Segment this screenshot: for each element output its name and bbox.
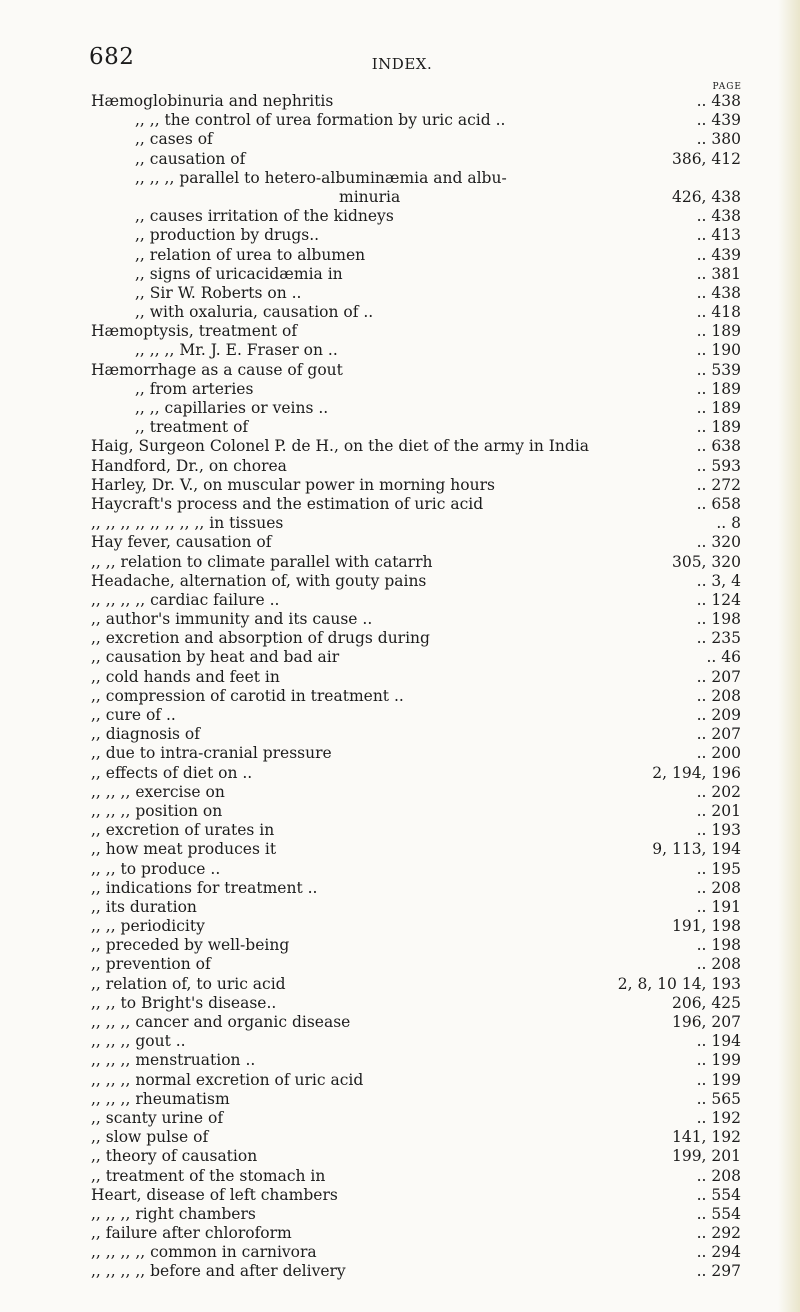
entry-text: ,, author's immunity and its cause .. [91, 610, 373, 629]
index-entry [91, 1205, 751, 1224]
entry-pages: 9, 113, 194 [652, 840, 741, 859]
entry-text: ,, ,, ,, position on [91, 801, 223, 820]
entry-pages: 199, 201 [671, 1147, 741, 1166]
index-entry [91, 92, 751, 111]
index-entry [91, 1167, 751, 1186]
entry-pages: .. 593 [696, 456, 741, 475]
index-entry [91, 553, 751, 572]
index-entry [91, 879, 751, 898]
index-entry [91, 322, 751, 341]
index-entry [91, 1013, 751, 1032]
entry-text: ,, ,, ,, ,, ,, ,, ,, ,, in tissues [91, 514, 284, 533]
entry-pages: .. 439 [696, 111, 741, 130]
index-entry [91, 169, 751, 188]
index-entry [91, 1186, 751, 1205]
entry-pages: .. 413 [696, 226, 741, 245]
entry-pages: .. 190 [696, 341, 741, 360]
index-entry [91, 629, 751, 648]
entry-text: ,, ,, ,, right chambers [91, 1204, 256, 1223]
index-entry [91, 668, 751, 687]
entry-text: ,, ,, ,, menstruation .. [91, 1051, 256, 1070]
index-entry [91, 994, 751, 1013]
index-entry [91, 687, 751, 706]
index-entry [91, 246, 751, 265]
entry-pages: .. 200 [696, 744, 741, 763]
entry-text: ,, ,, ,, ,, before and after delivery [91, 1262, 346, 1281]
entry-text: ,, ,, ,, ,, cardiac failure .. [91, 590, 280, 609]
entry-text: minuria [339, 187, 401, 206]
index-entry [91, 1262, 751, 1281]
entry-pages: .. 199 [696, 1051, 741, 1070]
entry-text: ,, cure of .. [91, 706, 176, 724]
entry-pages: .. 381 [696, 264, 741, 283]
entry-text: Hæmoptysis, treatment of [91, 322, 298, 341]
index-entry [91, 764, 751, 783]
index-entry [91, 591, 751, 610]
entry-text: ,, failure after chloroform [91, 1224, 292, 1243]
entry-pages: .. 189 [696, 399, 741, 417]
entry-pages: .. 208 [696, 955, 741, 974]
entry-text: ,, prevention of [91, 955, 211, 974]
entry-text: ,, compression of carotid in treatment .. [91, 686, 404, 705]
index-entry [91, 457, 751, 476]
entry-pages: .. 658 [696, 494, 741, 513]
entry-pages: 426, 438 [671, 187, 741, 206]
index-entry [91, 1109, 751, 1128]
entry-pages: .. 189 [696, 418, 741, 437]
entry-pages: .. 638 [696, 437, 741, 456]
index-entry [91, 744, 751, 763]
entry-text: ,, how meat produces it [91, 840, 277, 859]
entry-pages: .. 208 [696, 878, 741, 897]
entry-text: ,, its duration [91, 897, 197, 916]
index-entry [91, 802, 751, 821]
entry-text: ,, diagnosis of [91, 725, 200, 744]
index-entry [91, 303, 751, 322]
entry-text: ,, cold hands and feet in [91, 667, 280, 686]
index-entry [91, 1147, 751, 1166]
entry-text: ,, ,, ,, normal excretion of uric acid [91, 1070, 364, 1089]
entry-pages: 206, 425 [671, 993, 741, 1012]
entry-text: ,, ,, ,, parallel to hetero-albuminæmia and albu- [135, 168, 507, 187]
entry-text: ,, ,, ,, exercise on [91, 782, 225, 801]
entry-pages: .. 539 [696, 360, 741, 379]
index-entry [91, 821, 751, 840]
entry-text: ,, cases of [135, 130, 213, 149]
index-entry [91, 1051, 751, 1070]
entry-text: ,, preceded by well-being [91, 936, 290, 955]
entry-text: ,, excretion of urates in [91, 821, 275, 840]
entry-text: Hay fever, causation of [91, 533, 272, 552]
entry-pages: .. 439 [696, 245, 741, 264]
entry-pages: .. 198 [696, 936, 741, 955]
entry-text: Hæmoglobinuria and nephritis [91, 92, 334, 110]
entry-text: Headache, alternation of, with gouty pains [91, 571, 427, 590]
entry-text: ,, treatment of [135, 418, 249, 437]
index-entry [91, 936, 751, 955]
index-entry [91, 975, 751, 994]
index-entry [91, 207, 751, 226]
entry-text: ,, theory of causation [91, 1147, 258, 1166]
entry-pages: .. 46 [706, 648, 741, 667]
index-entry [91, 955, 751, 974]
entry-pages: .. 438 [696, 283, 741, 302]
entry-text: Handford, Dr., on chorea [91, 456, 287, 475]
index-entry [91, 1243, 751, 1262]
entry-pages: 386, 412 [671, 149, 741, 168]
entry-pages: .. 554 [696, 1204, 741, 1223]
entry-pages: .. 189 [696, 379, 741, 398]
entry-text: ,, with oxaluria, causation of .. [135, 303, 374, 322]
entry-pages: .. 438 [696, 207, 741, 226]
index-entry [91, 361, 751, 380]
page-number: 682 [89, 44, 135, 70]
entry-text: ,, causes irritation of the kidneys [135, 207, 394, 226]
page-edge-shadow [778, 0, 800, 1312]
index-entry [91, 265, 751, 284]
entry-text: ,, causation by heat and bad air [91, 648, 340, 667]
index-entries [91, 92, 751, 1282]
index-entry [91, 514, 751, 533]
index-entry [91, 226, 751, 245]
entry-text: ,, relation of urea to albumen [135, 245, 366, 264]
entry-pages: .. 292 [696, 1224, 741, 1243]
index-entry [91, 840, 751, 859]
entry-text: ,, ,, relation to climate parallel with catarrh [91, 552, 433, 571]
entry-pages: .. 380 [696, 130, 741, 149]
entry-text: ,, due to intra-cranial pressure [91, 744, 332, 763]
entry-pages: 196, 207 [671, 1013, 741, 1031]
entry-pages: .. 189 [696, 322, 741, 341]
index-entry [91, 648, 751, 667]
entry-text: ,, excretion and absorption of drugs during [91, 629, 430, 648]
entry-text: ,, ,, capillaries or veins .. [135, 399, 329, 417]
entry-text: ,, effects of diet on .. [91, 763, 253, 782]
entry-text: Hæmorrhage as a cause of gout [91, 360, 343, 379]
index-entry [91, 725, 751, 744]
entry-pages: 305, 320 [671, 552, 741, 571]
entry-pages: .. 3, 4 [696, 571, 741, 590]
entry-text: ,, Sir W. Roberts on .. [135, 283, 302, 302]
entry-text: ,, ,, to Bright's disease.. [91, 993, 277, 1012]
entry-text: Heart, disease of left chambers [91, 1185, 338, 1204]
entry-text: ,, from arteries [135, 379, 254, 398]
entry-text: ,, ,, ,, Mr. J. E. Fraser on .. [135, 341, 338, 360]
index-entry [91, 1090, 751, 1109]
entry-text: ,, ,, ,, rheumatism [91, 1089, 230, 1108]
index-entry [91, 476, 751, 495]
entry-pages: .. 438 [696, 92, 741, 110]
index-entry [91, 1128, 751, 1147]
entry-pages: .. 195 [696, 859, 741, 878]
index-entry [91, 1224, 751, 1243]
entry-text: ,, slow pulse of [91, 1128, 209, 1147]
entry-pages: .. 193 [696, 821, 741, 840]
index-entry [91, 341, 751, 360]
entry-text: Haig, Surgeon Colonel P. de H., on the diet of the army in India [91, 437, 590, 456]
entry-pages: 2, 8, 10 14, 193 [617, 974, 741, 993]
entry-pages: .. 207 [696, 725, 741, 744]
index-entry [91, 1071, 751, 1090]
index-entry [91, 111, 751, 130]
entry-pages: .. 297 [696, 1262, 741, 1281]
entry-pages: .. 208 [696, 1166, 741, 1185]
index-entry [91, 399, 751, 418]
entry-pages: .. 8 [716, 514, 741, 533]
entry-text: ,, ,, ,, gout .. [91, 1032, 186, 1051]
entry-text: ,, ,, ,, ,, common in carnivora [91, 1243, 317, 1262]
entry-text: ,, ,, the control of urea formation by uric acid .. [135, 111, 506, 130]
index-entry [91, 495, 751, 514]
entry-pages: .. 201 [696, 801, 741, 820]
entry-pages: 2, 194, 196 [652, 763, 741, 782]
entry-pages: .. 565 [696, 1089, 741, 1108]
index-entry [91, 150, 751, 169]
entry-text: ,, signs of uricacidæmia in [135, 264, 343, 283]
entry-text: ,, production by drugs.. [135, 226, 320, 245]
index-entry [91, 572, 751, 591]
entry-pages: .. 208 [696, 686, 741, 705]
index-entry [91, 783, 751, 802]
index-entry [91, 610, 751, 629]
entry-pages: 191, 198 [671, 917, 741, 936]
entry-pages: .. 320 [696, 533, 741, 552]
index-entry [91, 284, 751, 303]
entry-text: ,, ,, periodicity [91, 917, 205, 936]
index-entry [91, 380, 751, 399]
entry-text: ,, scanty urine of [91, 1108, 224, 1127]
entry-text: ,, treatment of the stomach in [91, 1166, 326, 1185]
entry-pages: .. 207 [696, 667, 741, 686]
index-entry [91, 917, 751, 936]
index-entry [91, 860, 751, 879]
entry-text: Harley, Dr. V., on muscular power in morning hours [91, 475, 495, 494]
entry-text: Haycraft's process and the estimation of uric acid [91, 494, 484, 513]
entry-pages: .. 194 [696, 1032, 741, 1051]
entry-pages: .. 192 [696, 1108, 741, 1127]
entry-pages: .. 209 [696, 706, 741, 724]
index-entry [91, 188, 751, 207]
index-entry [91, 533, 751, 552]
entry-pages: .. 418 [696, 303, 741, 322]
entry-pages: .. 235 [696, 629, 741, 648]
entry-text: ,, ,, ,, cancer and organic disease [91, 1013, 351, 1031]
index-entry [91, 706, 751, 725]
entry-pages: 141, 192 [671, 1128, 741, 1147]
entry-text: ,, relation of, to uric acid [91, 974, 286, 993]
page-column-header: PAGE [712, 82, 742, 92]
index-entry [91, 898, 751, 917]
entry-pages: .. 124 [696, 590, 741, 609]
entry-text: ,, ,, to produce .. [91, 859, 221, 878]
index-entry [91, 437, 751, 456]
entry-pages: .. 191 [696, 897, 741, 916]
entry-pages: .. 554 [696, 1185, 741, 1204]
running-head: INDEX. [371, 55, 433, 73]
entry-pages: .. 202 [696, 782, 741, 801]
entry-pages: .. 199 [696, 1070, 741, 1089]
index-entry [91, 418, 751, 437]
entry-text: ,, causation of [135, 149, 246, 168]
entry-text: ,, indications for treatment .. [91, 878, 318, 897]
index-entry [91, 130, 751, 149]
entry-pages: .. 294 [696, 1243, 741, 1262]
index-entry [91, 1032, 751, 1051]
entry-pages: .. 198 [696, 610, 741, 629]
entry-pages: .. 272 [696, 475, 741, 494]
